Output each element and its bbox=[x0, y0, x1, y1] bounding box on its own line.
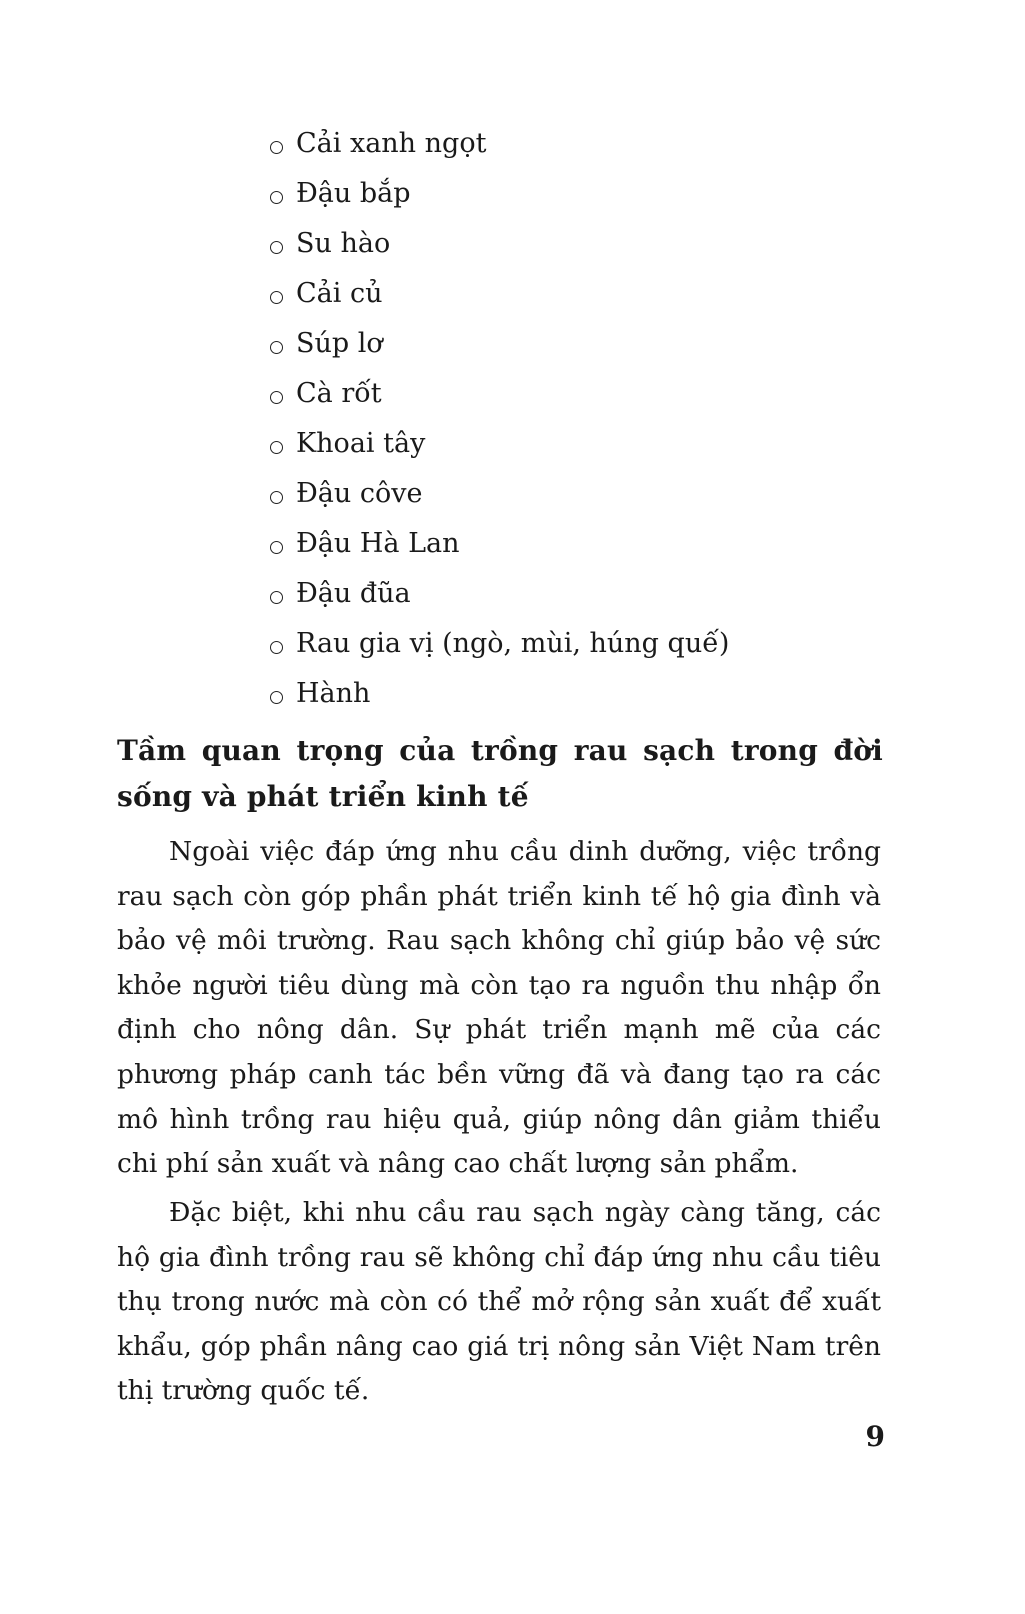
list-item-text: Khoai tây bbox=[296, 427, 426, 459]
circle-bullet-icon bbox=[270, 291, 283, 304]
body-paragraph: Đặc biệt, khi nhu cầu rau sạch ngày càng tăng, các hộ gia đình trồng rau sẽ không chỉ đáp ứng nhu cầu tiêu thụ trong nước mà còn có thể mở rộng sản xuất để xuất khẩu, góp phần nâng cao giá trị nông sản Việt Nam trên thị trường quốc tế. bbox=[117, 1197, 881, 1407]
list-item-text: Cà rốt bbox=[296, 377, 382, 409]
circle-bullet-icon bbox=[270, 391, 283, 404]
circle-bullet-icon bbox=[270, 541, 283, 554]
list-item bbox=[270, 218, 729, 268]
list-item-text: Súp lơ bbox=[296, 327, 383, 359]
list-item-text: Cải củ bbox=[296, 277, 383, 309]
list-item bbox=[270, 318, 729, 368]
body-paragraph: Ngoài việc đáp ứng nhu cầu dinh dưỡng, việc trồng rau sạch còn góp phần phát triển kinh tế hộ gia đình và bảo vệ môi trường. Rau sạch không chỉ giúp bảo vệ sức khỏe người tiêu dùng mà còn tạo ra nguồn thu nhập ổn định cho nông dân. Sự phát triển mạnh mẽ của các phương pháp canh tác bền vững đã và đang tạo ra các mô hình trồng rau hiệu quả, giúp nông dân giảm thiểu chi phí sản xuất và nâng cao chất lượng sản phẩm. bbox=[117, 836, 881, 1180]
circle-bullet-icon bbox=[270, 241, 283, 254]
list-item bbox=[270, 618, 729, 668]
list-item-text: Hành bbox=[296, 677, 371, 709]
list-item bbox=[270, 118, 729, 168]
list-item bbox=[270, 568, 729, 618]
list-item bbox=[270, 268, 729, 318]
list-item-text: Đậu đũa bbox=[296, 577, 411, 609]
list-item bbox=[270, 168, 729, 218]
list-item bbox=[270, 668, 729, 718]
list-item bbox=[270, 368, 729, 418]
vegetable-list bbox=[270, 118, 729, 718]
list-item-text: Đậu côve bbox=[296, 477, 423, 509]
list-item-text: Cải xanh ngọt bbox=[296, 127, 487, 159]
list-item bbox=[270, 518, 729, 568]
circle-bullet-icon bbox=[270, 141, 283, 154]
page-number: 9 bbox=[865, 1420, 885, 1453]
list-item-text: Đậu bắp bbox=[296, 177, 411, 209]
list-item-text: Đậu Hà Lan bbox=[296, 527, 460, 559]
list-item-text: Su hào bbox=[296, 227, 391, 259]
circle-bullet-icon bbox=[270, 441, 283, 454]
section-heading: Tầm quan trọng của trồng rau sạch trong đời sống và phát triển kinh tế bbox=[117, 734, 883, 813]
list-item bbox=[270, 468, 729, 518]
circle-bullet-icon bbox=[270, 691, 283, 704]
circle-bullet-icon bbox=[270, 191, 283, 204]
list-item-text: Rau gia vị (ngò, mùi, húng quế) bbox=[296, 627, 730, 659]
circle-bullet-icon bbox=[270, 591, 283, 604]
circle-bullet-icon bbox=[270, 491, 283, 504]
circle-bullet-icon bbox=[270, 641, 283, 654]
circle-bullet-icon bbox=[270, 341, 283, 354]
list-item bbox=[270, 418, 729, 468]
